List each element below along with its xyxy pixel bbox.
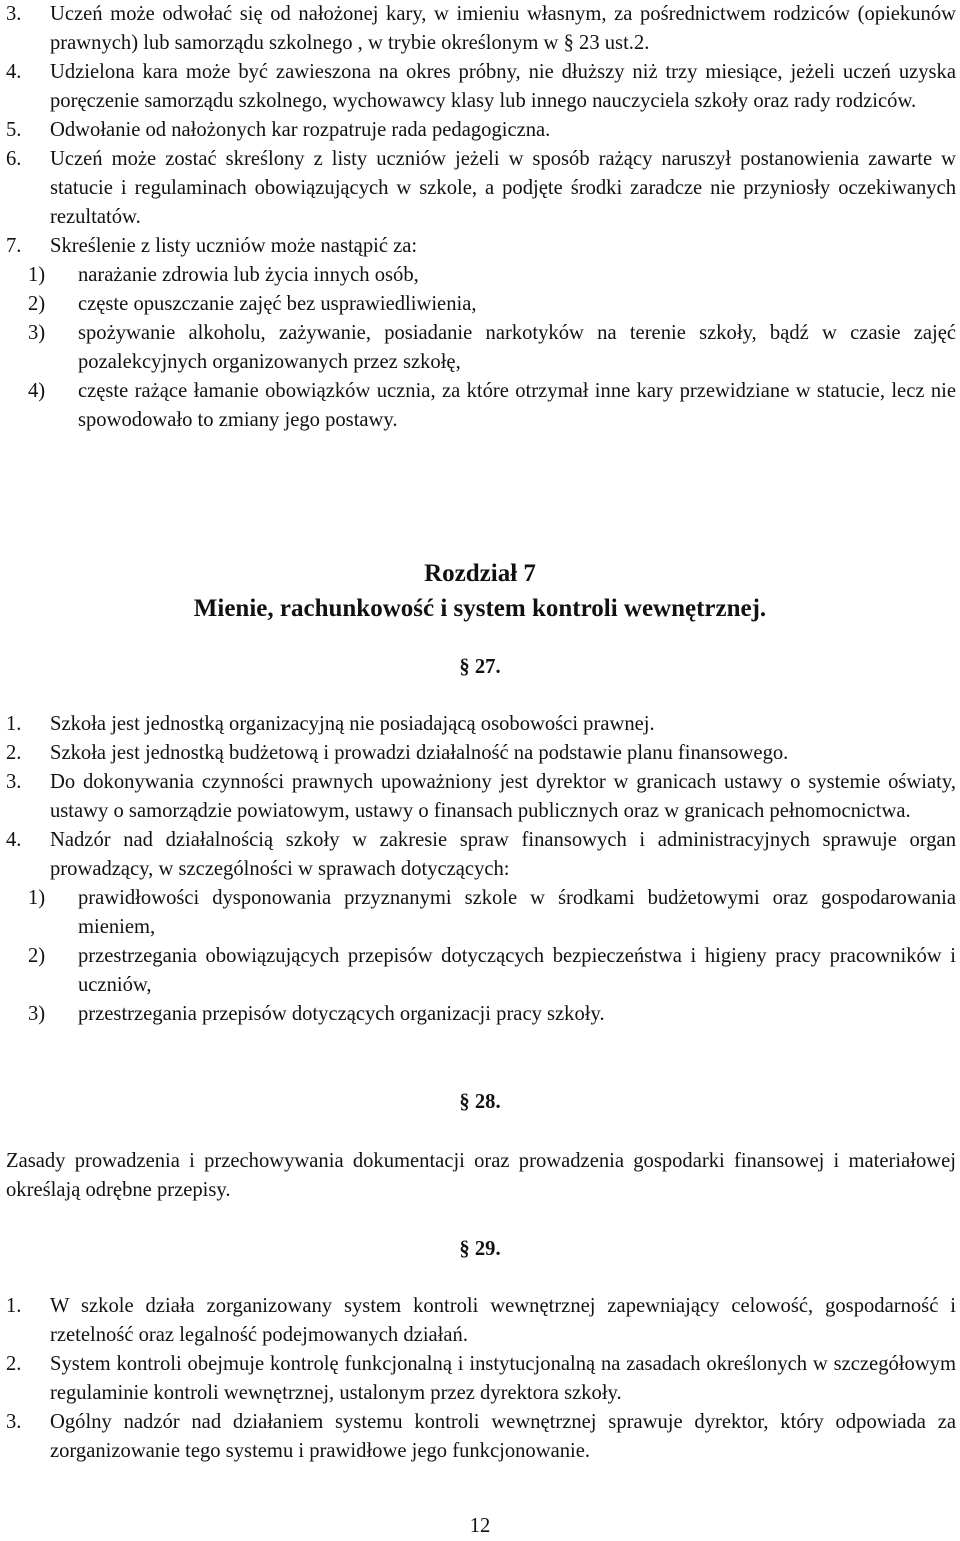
sub-item-text: spożywanie alkoholu, zażywanie, posiadanie narkotyków na terenie szkoły, bądź w czasie zajęć pozalekcyjnych organizowanych przez szkołę, [78, 322, 956, 373]
list-item [6, 710, 956, 739]
item-text: Uczeń może odwołać się od nałożonej kary, w imieniu własnym, za pośrednictwem rodziców (opiekunów prawnych) lub samorządu szkolnego , w trybie określonym w § 23 ust.2. [50, 3, 956, 54]
sub-item-number: 2) [28, 293, 46, 315]
item-number: 1. [6, 1295, 22, 1317]
sub-list-item [6, 377, 956, 435]
item-text: Szkoła jest jednostką organizacyjną nie posiadającą osobowości prawnej. [50, 713, 655, 735]
item-number: 4. [6, 829, 22, 851]
sub-item-number: 3) [28, 1003, 46, 1025]
sub-item-text: narażanie zdrowia lub życia innych osób, [78, 264, 419, 286]
item-number: 6. [6, 148, 22, 170]
item-number: 3. [6, 1411, 22, 1433]
sub-item-number: 4) [28, 380, 46, 402]
list-item [6, 1408, 956, 1466]
list-item [6, 1350, 956, 1408]
section-par27 [6, 710, 956, 1029]
item-text: Uczeń może zostać skreślony z listy uczniów jeżeli w sposób rażący naruszył postanowienia zawarte w statucie i regulaminach obowiązujących w szkole, a podjęte środki zaradcze nie przyniosły oczekiwanych rezultatów. [50, 148, 956, 228]
paragraph-heading-28: § 28. [459, 1091, 501, 1113]
item-number: 2. [6, 1353, 22, 1375]
sub-item-text: częste opuszczanie zajęć bez usprawiedliwienia, [78, 293, 477, 315]
item-text: Szkoła jest jednostką budżetową i prowadzi działalność na podstawie planu finansowego. [50, 742, 789, 764]
item-text: Odwołanie od nałożonych kar rozpatruje rada pedagogiczna. [50, 119, 551, 141]
sub-list-item [6, 884, 956, 942]
section-par29 [6, 1292, 956, 1466]
item-text: Skreślenie z listy uczniów może nastąpić za: [50, 235, 418, 257]
sub-item-number: 2) [28, 945, 46, 967]
sub-list-item [6, 261, 956, 290]
sub-list-item [6, 1000, 956, 1029]
paragraph-heading-27: § 27. [459, 656, 501, 678]
section-top [6, 0, 956, 435]
list-item [6, 768, 956, 826]
sub-list-item [6, 942, 956, 1000]
paragraph-text-28: Zasady prowadzenia i przechowywania dokumentacji oraz prowadzenia gospodarki finansowej i materiałowej określają odrębne przepisy. [6, 1150, 956, 1201]
item-text: Ogólny nadzór nad działaniem systemu kontroli wewnętrznej sprawuje dyrektor, który odpowiada za zorganizowanie tego systemu i prawidłowe jego funkcjonowanie. [50, 1411, 956, 1462]
list-item [6, 116, 956, 145]
sub-item-number: 1) [28, 264, 46, 286]
list-item [6, 232, 956, 261]
sub-item-number: 3) [28, 322, 46, 344]
list-item [6, 739, 956, 768]
sub-item-number: 1) [28, 887, 46, 909]
sub-list-item [6, 319, 956, 377]
item-number: 4. [6, 61, 22, 83]
list-item [6, 145, 956, 232]
paragraph-heading-29: § 29. [459, 1238, 501, 1260]
sub-item-text: przestrzegania przepisów dotyczących organizacji pracy szkoły. [78, 1003, 605, 1025]
item-number: 3. [6, 771, 22, 793]
list-item [6, 0, 956, 58]
sub-item-text: prawidłowości dysponowania przyznanymi szkole w środkami budżetowymi oraz gospodarowania mieniem, [78, 887, 956, 938]
item-text: W szkole działa zorganizowany system kontroli wewnętrznej zapewniający celowość, gospodarność i rzetelność oraz legalność podejmowanych działań. [50, 1295, 956, 1346]
sub-item-text: przestrzegania obowiązujących przepisów dotyczących bezpieczeństwa i higieny pracy pracowników i uczniów, [78, 945, 956, 996]
chapter-title: Rozdział 7 [424, 560, 536, 587]
list-item [6, 826, 956, 884]
item-text: Nadzór nad działalnością szkoły w zakresie spraw finansowych i administracyjnych sprawuje organ prowadzący, w szczególności w sprawach dotyczących: [50, 829, 956, 880]
chapter-subtitle: Mienie, rachunkowość i system kontroli wewnętrznej. [193, 595, 767, 622]
list-item [6, 1292, 956, 1350]
page-number: 12 [469, 1515, 491, 1537]
item-text: System kontroli obejmuje kontrolę funkcjonalną i instytucjonalną na zasadach określonych w szczegółowym regulaminie kontroli wewnętrznej, ustalonym przez dyrektora szkoły. [50, 1353, 956, 1404]
item-number: 5. [6, 119, 22, 141]
sub-item-text: częste rażące łamanie obowiązków ucznia, za które otrzymał inne kary przewidziane w statucie, lecz nie spowodowało to zmiany jego postawy. [78, 380, 956, 431]
item-number: 3. [6, 3, 22, 25]
item-number: 1. [6, 713, 22, 735]
item-number: 7. [6, 235, 22, 257]
item-number: 2. [6, 742, 22, 764]
item-text: Udzielona kara może być zawieszona na okres próbny, nie dłuższy niż trzy miesiące, jeżeli uczeń uzyska poręczenie samorządu szkolnego, wychowawcy klasy lub innego nauczyciela szkoły oraz rady rodziców. [50, 61, 956, 112]
sub-list-item [6, 290, 956, 319]
list-item [6, 58, 956, 116]
item-text: Do dokonywania czynności prawnych upoważniony jest dyrektor w granicach ustawy o systemie oświaty, ustawy o samorządzie powiatowym, ustawy o finansach publicznych oraz w granicach pełnomocnictwa. [50, 771, 956, 822]
